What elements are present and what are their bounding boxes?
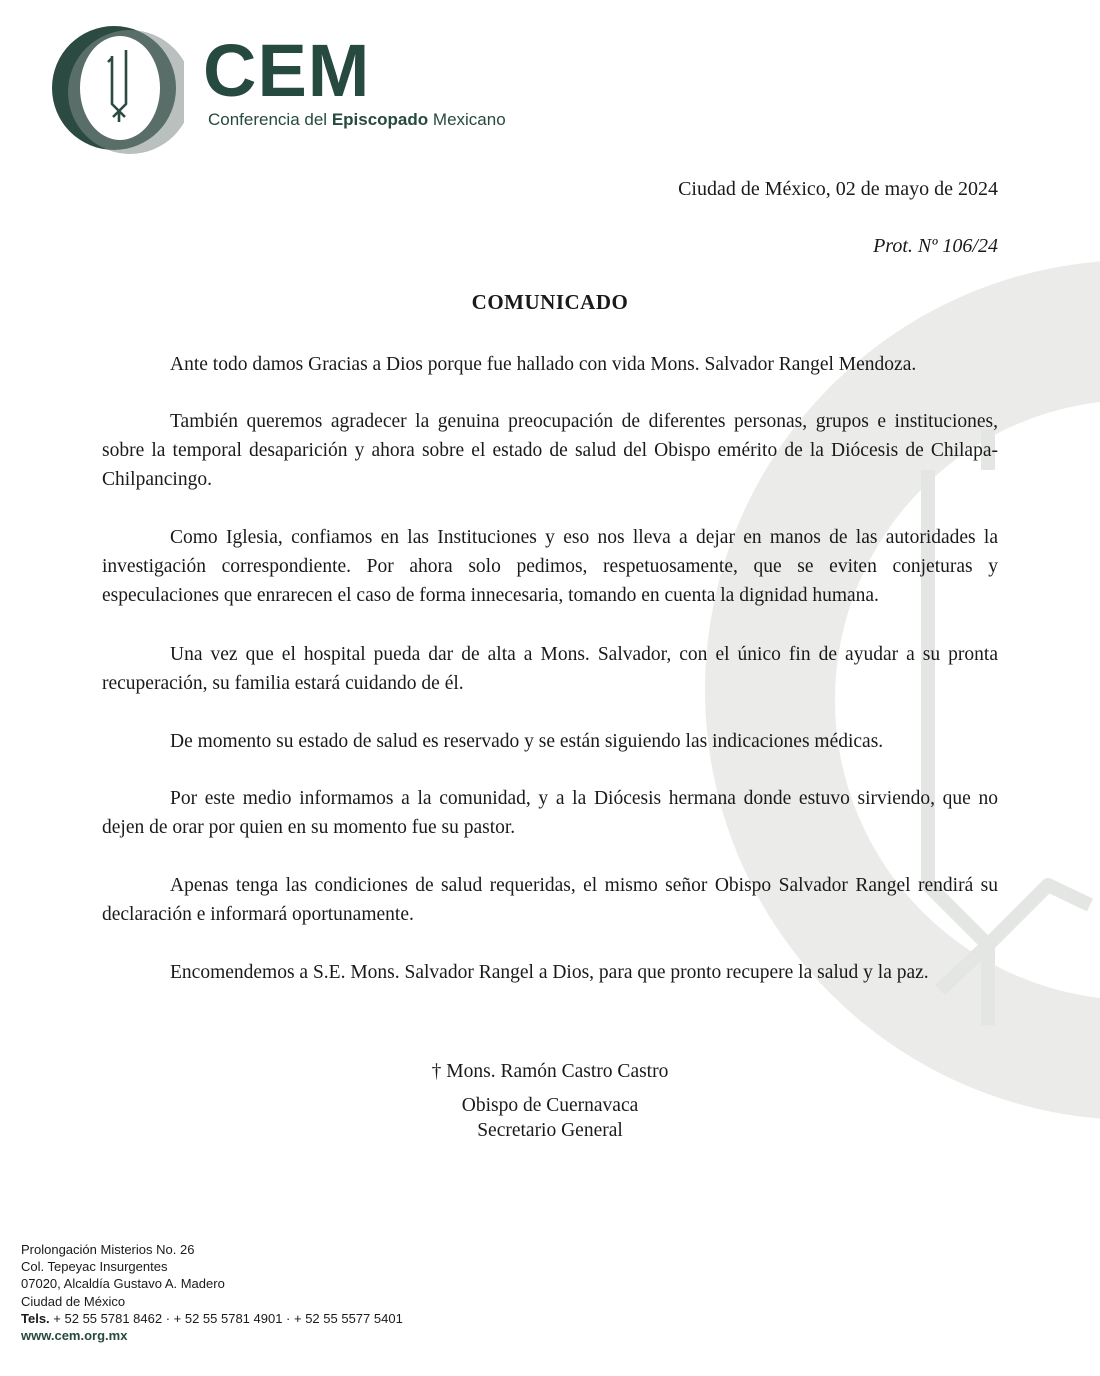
signature-name: † Mons. Ramón Castro Castro: [431, 1061, 669, 1082]
paragraph-3: Como Iglesia, confiamos en las Instituciones y eso nos lleva a dejar en manos de las autoridades la investigación correspondiente. Por ahora solo pedimos, respetuosamente, que se eviten conjeturas y especulaciones que enrarecen el caso de forma innecesaria, tomando en cuenta la dignidad humana.: [102, 527, 998, 606]
footer-tels-label: Tels.: [21, 1310, 50, 1326]
paragraph-2: También queremos agradecer la genuina preocupación de diferentes personas, grupos e instituciones, sobre la temporal desaparición y ahora sobre el estado de salud del Obispo emérito de la Diócesis de Chilapa-Chilpancingo.: [102, 411, 998, 490]
protocol-number: Prot. Nº 106/24: [873, 235, 998, 257]
footer-line-3: 07020, Alcaldía Gustavo A. Madero: [21, 1276, 225, 1292]
brand-subtitle-post: Mexicano: [432, 110, 506, 129]
brand-subtitle-bold: Episcopado: [331, 110, 429, 129]
paragraph-7: Apenas tenga las condiciones de salud requeridas, el mismo señor Obispo Salvador Rangel rendirá su declaración e informará oportunamente.: [102, 875, 998, 925]
brand-name: CEM: [203, 29, 371, 112]
footer-line-2: Col. Tepeyac Insurgentes: [21, 1259, 168, 1275]
footer-line-1: Prolongación Misterios No. 26: [21, 1242, 195, 1257]
footer-web[interactable]: www.cem.org.mx: [21, 1328, 128, 1344]
signature-role-2: Secretario General: [477, 1120, 623, 1141]
letter-date: Ciudad de México, 02 de mayo de 2024: [678, 178, 998, 200]
paragraph-4: Una vez que el hospital pueda dar de alta a Mons. Salvador, con el único fin de ayudar a su pronta recuperación, su familia estará cuidando de él.: [102, 644, 998, 694]
document-title: COMUNICADO: [471, 290, 629, 314]
footer-tels: + 52 55 5781 8462 · + 52 55 5781 4901 · + 52 55 5577 5401: [53, 1310, 403, 1326]
footer-line-4: Ciudad de México: [21, 1293, 126, 1309]
paragraph-5: De momento su estado de salud es reservado y se están siguiendo las indicaciones médicas.: [170, 731, 884, 752]
footer-website-link[interactable]: [21, 1327, 403, 1344]
footer-phones: [21, 1310, 403, 1327]
signature-role-1: Obispo de Cuernavaca: [461, 1095, 639, 1116]
brand-subtitle: [208, 111, 506, 128]
paragraph-1: Ante todo damos Gracias a Dios porque fue hallado con vida Mons. Salvador Rangel Mendoza.: [170, 354, 917, 375]
paragraph-6: Por este medio informamos a la comunidad, y a la Diócesis hermana donde estuvo sirviendo, que no dejen de orar por quien en su momento fue su pastor.: [102, 788, 998, 838]
footer-address: [21, 1241, 403, 1344]
paragraph-8: Encomendemos a S.E. Mons. Salvador Rangel a Dios, para que pronto recupere la salud y la paz.: [170, 962, 929, 983]
brand-subtitle-pre: Conferencia del: [208, 110, 328, 129]
cem-logo-icon: [44, 18, 184, 158]
